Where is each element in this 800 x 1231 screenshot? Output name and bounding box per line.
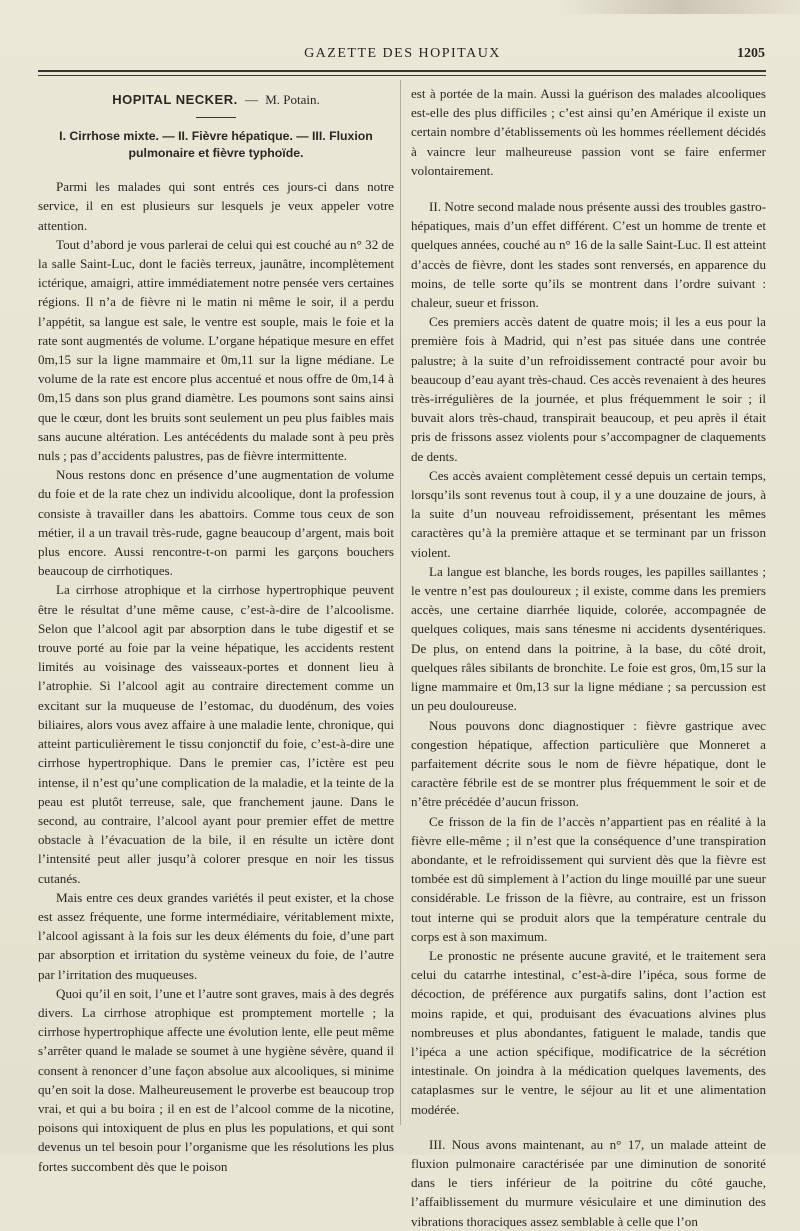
paragraph: La cirrhose atrophique et la cirrhose hypertrophique peuvent être le résultat d’une même cause, c’est-à-dire de l’alcoolisme. Selon que l’alcool agit par absorption dans le tube digestif et se trouve porté au foie par la veine hépatique, les accidents restent limités au voisinage des vaisseaux-portes et donnent lieu à l’atrophie. Si l’alcool agit au contraire directement comme un excitant sur la muqueuse de l’estomac, du duodénum, des voies biliaires, alors vous avez affaire à une maladie lente, chronique, qui atteint particulièrement le tissu conjonctif du foie, c’est-à-dire une cirrhose hypertrophique. Dans le premier cas, l’ictère est peu intense, il n’est qu’une complication de la maladie, et la teinte de la peau est plutôt terreuse, sale, que franchement jaune. Dans le second, au contraire, l’alcool ayant pour premier effet de mettre obstacle à l’évacuation de la bile, il en résulte un ictère dont l’intensité peut aller jusqu’à colorer presque en noir les tissus cutanés.: [38, 582, 394, 886]
paragraph: Mais entre ces deux grandes variétés il peut exister, et la chose est assez fréquente, une forme intermédiaire, véritablement mixte, l’alcool agissant à la fois sur les deux éléments du foie, d’une part par absorption et irritation du système veineux du foie, de l’autre par l’irritation des muqueuses.: [38, 889, 394, 982]
left-column: [38, 84, 394, 1176]
paragraph: Ces accès avaient complètement cessé depuis un certain temps, lorsqu’ils sont revenus tout à coup, il y a une douzaine de jours, à la suite d’un nouveau refroidissement, présentant les mêmes caractères qu’à la première attaque et se terminant par un frisson violent.: [411, 467, 766, 560]
paragraph: Parmi les malades qui sont entrés ces jours-ci dans notre service, il en est plusieurs sur lesquels je veux appeler votre attention.: [38, 179, 394, 233]
section-gap: [411, 1119, 766, 1135]
paragraph: Quoi qu’il en soit, l’une et l’autre sont graves, mais à des degrés divers. La cirrhose atrophique est promptement mortelle ; la cirrhose hypertrophique affecte une évolution lente, elle peut même s’arrêter quand le malade se soumet à une hygiène sévère, quand il consent à renoncer d’une façon absolue aux alcooliques, si minime qu’en soit la dose. Malheureusement le proverbe est beaucoup trop vrai, et qui a bu boira ; il en est de l’alcool comme de la nicotine, poisons qui intoxiquent de plus en plus les populations, et qui sont devenus un tel besoin pour l’organisme que les résolutions les plus fortes succombent dès que le poison: [38, 985, 394, 1174]
author-name: M. Potain.: [265, 92, 320, 107]
page-edge-shadow: [560, 0, 800, 14]
hospital-name: HOPITAL NECKER.: [112, 92, 238, 107]
paragraph: Le pronostic ne présente aucune gravité, et le traitement sera celui du catarrhe intestinal, c’est-à-dire l’ipéca, sous forme de décoction, de préférence aux purgatifs salins, dont l’action est moins rapide, et qui, produisant des évacuations alvines plus nombreuses et plus abondantes, fatiguent le malade, tandis que l’ipéca a une action spécifique, modificatrice de la sécrétion intestinale. On joindra à la médication quelques lavements, des cataplasmes sur le ventre, le séjour au lit et une alimentation modérée.: [411, 947, 766, 1117]
paragraph: est à portée de la main. Aussi la guérison des malades alcooliques est-elle des plus difficiles ; c’est ainsi qu’en Amérique il existe un certain nombre d’établissements où les hommes réellement décidés à vaincre leur malheureuse passion vont se faire enfermer volontairement.: [411, 86, 766, 178]
paragraph: III. Nous avons maintenant, au n° 17, un malade atteint de fluxion pulmonaire caractérisée par une diminution de sonorité dans le tiers inférieur de la poitrine du côté gauche, l’affaiblissement du murmure vésiculaire et une diminution des vibrations thoraciques assez semblable à celle que l’on: [411, 1136, 766, 1229]
page-header: [40, 46, 765, 68]
paragraph: La langue est blanche, les bords rouges, les papilles saillantes ; le ventre n’est pas douloureux ; il existe, comme dans les premiers accès, une certaine diarrhée liquide, colorée, accompagnée de quelques coliques, mais sans ténesme ni accidents dysentériques. De plus, on entend dans la poitrine, à la base, du côté droit, quelques râles sibilants de bronchite. Le foie est gros, 0m,15 sur la ligne mammaire et 0m,13 sur la ligne médiane ; sa percussion est un peu douloureuse.: [411, 563, 766, 714]
paragraph: II. Notre second malade nous présente aussi des troubles gastro-hépatiques, mais d’un effet différent. C’est un homme de trente et quelques années, couché au n° 16 de la salle Saint-Luc. Il est atteint d’accès de fièvre, dont les stades sont renversés, en apparence du moins, de telle sorte qu’ils se montrent dans l’ordre suivant : chaleur, sueur et frisson.: [411, 199, 767, 311]
article-heading: [38, 90, 394, 109]
paragraph: Nous pouvons donc diagnostiquer : fièvre gastrique avec congestion hépatique, affection particulière que Monneret a parfaitement décrite sous le nom de fièvre hépatique, dont le caractère fébrile est de se montrer plus fréquemment le soir et de n’être précédée d’aucun frisson.: [411, 717, 766, 810]
paragraph: Tout d’abord je vous parlerai de celui qui est couché au n° 32 de la salle Saint-Luc, dont le faciès terreux, jaunâtre, incomplètement ictérique, amaigri, attire immédiatement notre pensée vers certaines régions. Il n’a de fièvre ni le matin ni même le soir, il a perdu l’appétit, sa langue est sale, le ventre est souple, mais le foie et la rate sont augmentés de volume. L’organe hépatique mesure en effet 0m,15 sur la ligne mammaire et 0m,11 sur la ligne médiane. Le volume de la rate est encore plus accentué et nous offre de 0m,14 à 0m,15 dans son plus grand diamètre. Les poumons sont sains ainsi que le cœur, dont les bruits sont seulement un peu plus faibles mais sans aucune altération. Les antécédents du malade sont à peu près nuls ; pas d’accidents palustres, pas de fièvre intermittente.: [38, 236, 394, 464]
page-number: 1205: [737, 46, 765, 61]
paragraph: Ce frisson de la fin de l’accès n’appartient pas en réalité à la fièvre elle-même ; il n’est que la conséquence d’une transpiration abondante, et le refroidissement qui survient dès que la fièvre est tombée est dû simplement à l’action du linge mouillé par une sueur considérable. Le frisson de la fièvre, au contraire, est un frisson tout interne qui se produit alors que la température centrale du corps est à son maximum.: [411, 813, 766, 944]
column-divider: [400, 80, 401, 1125]
right-column: [411, 84, 766, 1231]
paragraph: Ces premiers accès datent de quatre mois; il les a eus pour la première fois à Madrid, qui n’est pas située dans une contrée palustre; à la suite d’un refroidissement contracté pour avoir bu beaucoup d’eau ayant très-chaud. Ces accès revenaient à des heures très-irrégulières de la journée, et plus fréquemment le soir ; il buvait alors très-chaud, transpirait beaucoup, et peu après il était pris de frissons assez violents pour s’accompagner de claquements de dents.: [411, 314, 766, 464]
section-gap: [411, 180, 766, 197]
running-title: GAZETTE DES HOPITAUX: [304, 46, 501, 61]
paragraph: Nous restons donc en présence d’une augmentation de volume du foie et de la rate chez un individu alcoolique, dont la profession consiste à travailler dans les abattoirs. Comme tous ceux de son métier, il a un travail très-rude, gagne beaucoup d’argent, mais boit plus encore. Aussi rencontre-t-on parmi les garçons bouchers beaucoup de cirrhotiques.: [38, 467, 394, 579]
header-rule-thin: [38, 75, 766, 76]
heading-dash: —: [244, 92, 258, 107]
sections-title: I. Cirrhose mixte. — II. Fièvre hépatique. — III. Fluxion pulmonaire et fièvre typhoïde.: [59, 129, 373, 160]
header-rule-thick: [38, 70, 766, 72]
heading-rule: [196, 117, 236, 118]
